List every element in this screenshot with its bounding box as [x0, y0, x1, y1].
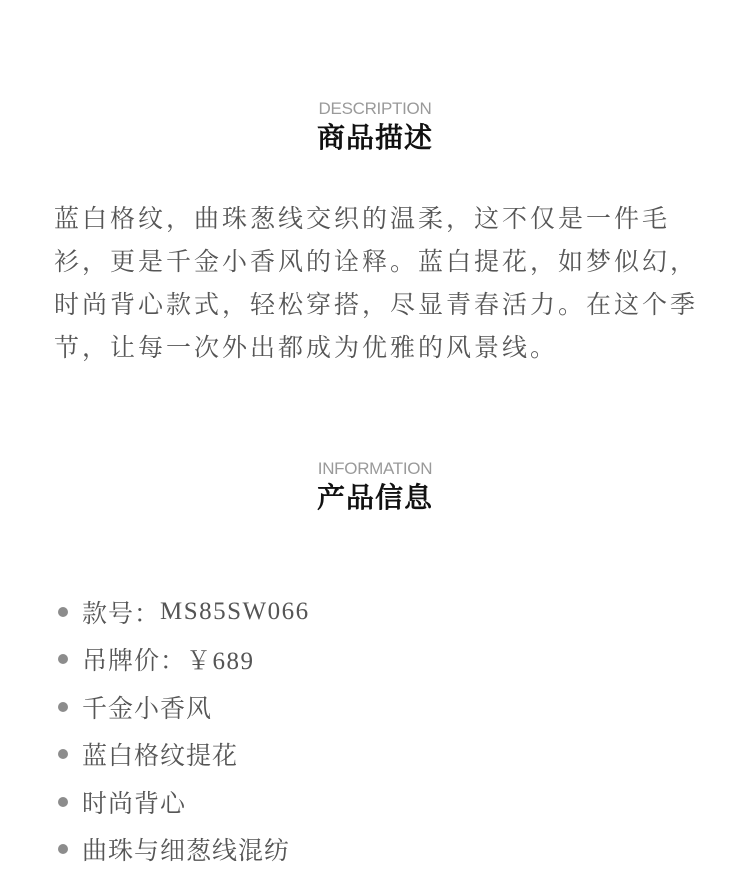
description-text: 蓝白格纹，曲珠葱线交织的温柔，这不仅是一件毛衫，更是千金小香风的诠释。蓝白提花，如梦似幻，时尚背心款式，轻松穿搭，尽显青春活力。在这个季节，让每一次外出都成为优雅的风景线。: [54, 197, 699, 369]
info-item-value: ￥689: [186, 641, 255, 677]
info-item-feature: [58, 731, 310, 779]
bullet-icon: [58, 844, 68, 854]
bullet-icon: [58, 749, 68, 759]
info-item-value: MS85SW066: [160, 598, 310, 626]
information-title: 产品信息: [0, 480, 750, 516]
info-item-label: 吊牌价：: [82, 641, 186, 677]
info-item-tag-price: [58, 636, 310, 684]
description-eyebrow: DESCRIPTION: [0, 99, 750, 119]
info-item-label: 千金小香风: [82, 689, 212, 725]
information-header: [0, 459, 750, 516]
info-item-label: 曲珠与细葱线混纺: [82, 831, 290, 867]
info-item-feature: [58, 826, 310, 873]
info-item-feature: [58, 778, 310, 826]
info-item-label: 款号：: [82, 594, 160, 630]
bullet-icon: [58, 607, 68, 617]
bullet-icon: [58, 654, 68, 664]
bullet-icon: [58, 702, 68, 712]
product-info-list: [58, 588, 310, 873]
info-item-label: 时尚背心: [82, 784, 186, 820]
information-eyebrow: INFORMATION: [0, 459, 750, 479]
info-item-style-number: [58, 588, 310, 636]
bullet-icon: [58, 797, 68, 807]
info-item-feature: [58, 683, 310, 731]
info-item-label: 蓝白格纹提花: [82, 736, 238, 772]
description-title: 商品描述: [0, 120, 750, 156]
description-header: [0, 99, 750, 156]
